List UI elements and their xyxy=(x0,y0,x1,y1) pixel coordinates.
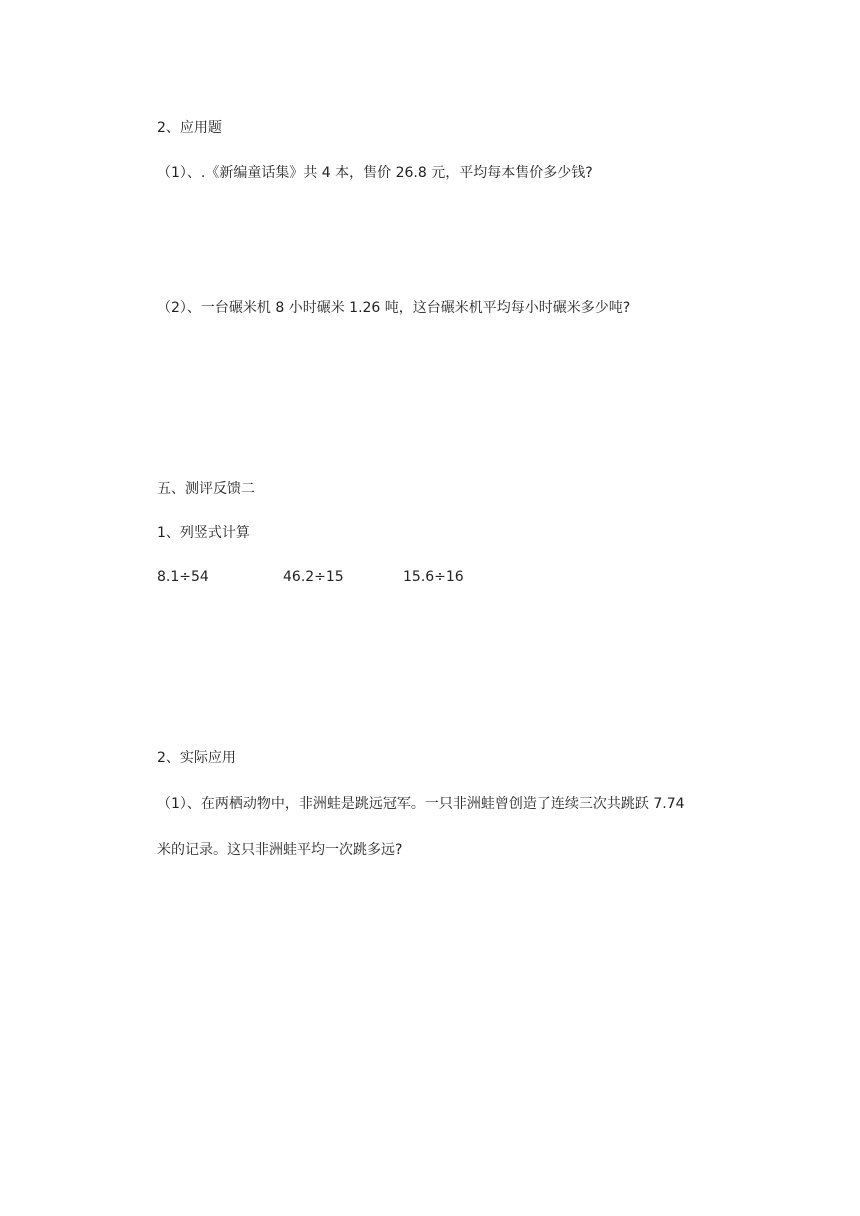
question-1-text: （1）、.《新编童话集》共 4 本，售价 26.8 元，平均每本售价多少钱? xyxy=(157,165,593,181)
subheading-vertical-calculation: 1、列竖式计算 xyxy=(157,525,250,541)
question-frog-line-2: 米的记录。这只非洲蛙平均一次跳多远? xyxy=(157,842,403,858)
subheading-practical-application: 2、实际应用 xyxy=(157,750,236,766)
calculation-problem: 46.2÷15 xyxy=(283,569,344,585)
question-2-text: （2）、一台碾米机 8 小时碾米 1.26 吨，这台碾米机平均每小时碾米多少吨? xyxy=(157,300,631,316)
calculation-problem: 15.6÷16 xyxy=(403,569,464,585)
section-title-feedback: 五、测评反馈二 xyxy=(157,481,255,497)
calculation-problems-row xyxy=(157,567,577,587)
calculation-problem: 8.1÷54 xyxy=(157,569,209,585)
section-heading-application: 2、应用题 xyxy=(157,120,222,136)
question-frog-line-1: （1）、在两栖动物中，非洲蛙是跳远冠军。一只非洲蛙曾创造了连续三次共跳跃 7.74 xyxy=(157,796,685,812)
